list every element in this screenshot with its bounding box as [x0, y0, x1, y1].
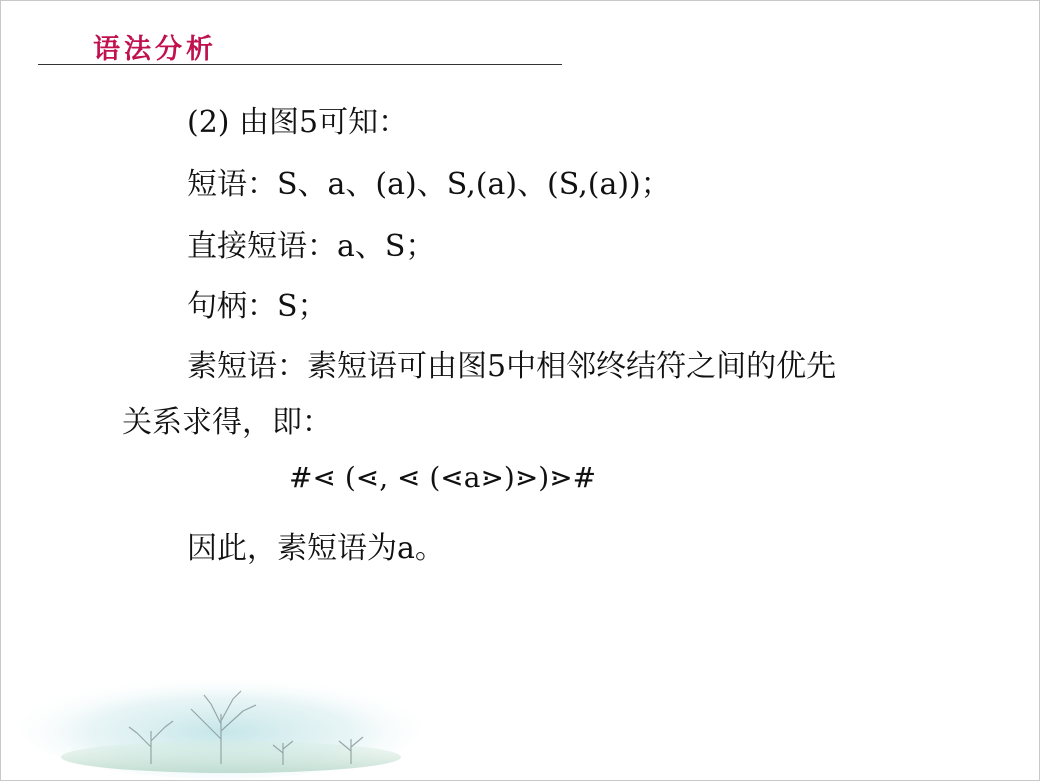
text-line-handle: 句柄：S；: [187, 289, 328, 324]
text-line-prime-phrase: 素短语：素短语可由图5中相邻终结符之间的优先: [187, 349, 837, 384]
winter-trees-image: [21, 669, 421, 779]
text-line-intro: (2) 由图5可知：: [187, 105, 409, 140]
text-line-direct-phrases: 直接短语：a、S；: [187, 229, 436, 264]
title-underline: [38, 64, 562, 65]
slide-title: 语法分析: [93, 34, 217, 65]
text-line-conclusion: 因此，素短语为a。: [187, 531, 445, 566]
precedence-expression: #⋖ (⋖, ⋖ (⋖a⋗)⋗)⋗#: [289, 461, 597, 494]
text-line-prime-phrase-cont: 关系求得，即：: [122, 405, 332, 440]
text-line-phrases: 短语：S、a、(a)、S,(a)、(S,(a))；: [187, 167, 671, 202]
